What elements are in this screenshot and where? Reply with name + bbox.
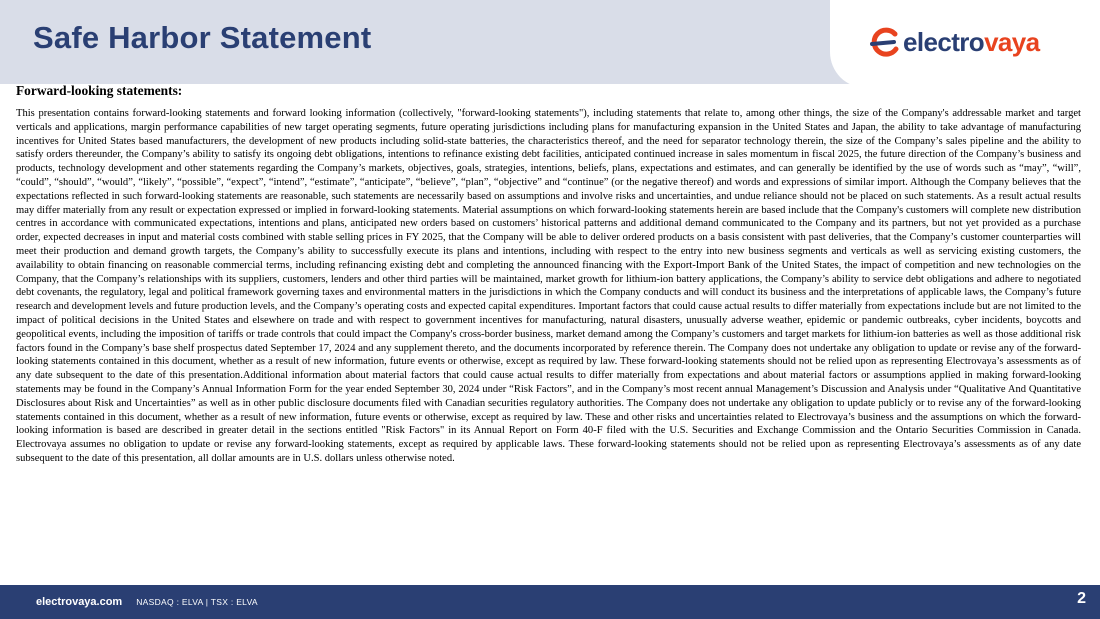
statement-content: [16, 82, 1081, 466]
footer-bar: [0, 585, 1100, 619]
logo-text-vaya: vaya: [984, 26, 1040, 57]
footer-website: electrovaya.com: [36, 596, 123, 608]
electrovaya-logo: [868, 22, 1040, 62]
page-number: 2: [1077, 590, 1086, 607]
footer-info: [36, 585, 258, 619]
statement-body: This presentation contains forward-looking statements and forward looking information (collectively, "forward-looking statements"), including statements that relate to, among other things, the size of the Company's addressable market and target verticals and applications, margin performance capabilities of new target operating segments, future operating jurisdictions including plans for manufacturing expansion in the United States and Japan, the ability to take advantage of manufacturing incentives for United States based manufacturers, the development of new products including solid-state batteries, the characteristics thereof, and the need for separator technology therein, the size of the Company’s sales pipeline and the ability to satisfy orders thereunder, the Company’s ability to satisfy its ongoing debt obligations, intentions to refinance existing debt facilities, anticipated continued increase in sales momentum in fiscal 2025, the future direction of the Company’s business and products, technology development and other statements regarding the Company’s markets, objectives, goals, strategies, intentions, beliefs, plans, expectations and estimates, and can generally be identified by the use of words such as “may”, “will”, “could”, “should”, “would”, “likely”, “possible”, “expect”, “intend”, “estimate”, “anticipate”, “believe”, “plan”, “objective” and “continue” (or the negative thereof) and words and expressions of similar import. Although the Company believes that the expectations reflected in such forward-looking statements are reasonable, such statements are necessarily based on assumptions and involve risks and uncertainties, and undue reliance should not be placed on such statements. As a result actual results may differ materially from any result or expectation expressed or implied in forward-looking statements. Material assumptions on which forward-looking statements herein are based include that the Company's customers will complete new distribution centres in accordance with communicated expectations, intentions and plans, anticipated new orders based on customers’ historical patterns and additional demand communicated to the Company and its partners, but not yet provided as a purchase order, expected decreases in input and material costs combined with stable selling prices in FY 2025, that the Company will be able to deliver ordered products on a basis consistent with past deliveries, that the Company’s customer counterparties will meet their production and demand growth targets, the Company’s ability to successfully execute its plans and intentions, including with respect to the entry into new business segments and verticals as well as servicing existing customers, the availability to obtain financing on reasonable commercial terms, including refinancing existing debt and completing the announced financing with the Export-Import Bank of the United States, the impact of competition and new technologies on the Company, that the Company’s relationships with its suppliers, customers, lenders and other third parties will be maintained, market growth for lithium-ion battery applications, the Company’s ability to service debt obligations and adhere to negotiated debt covenants, the regulatory, legal and political framework governing taxes and environmental matters in the jurisdictions in which the Company conducts and will conduct its business and the interpretations of applicable laws, the Company’s future research and development levels and future production levels, and the Company’s operating costs and expected capital expenditures. Important factors that could cause actual results to differ materially from expectations include but are not limited to the impact of political decisions in the United States and elsewhere on trade and with respect to government incentives for manufacturing, natural disasters, unusually adverse weather, epidemic or pandemic outbreaks, cyber incidents, boycotts and geopolitical events, including the imposition of tariffs or trade controls that could impact the Company's cross-border business, market demand among the Company’s customers and target markets for lithium-ion batteries as well as those additional risk factors found in the Company’s base shelf prospectus dated September 17, 2024 and any supplement thereto, and the documents incorporated by reference therein. The Company does not undertake any obligation to update or revise any of the forward-looking statements contained in this document, whether as a result of new information, future events or otherwise, except as required by law. These forward-looking statements should not be relied upon as representing Electrovaya’s assessments as of any date subsequent to the date of this presentation.Additional information about material factors that could cause actual results to differ materially from expectations and about material factors or assumptions applied in making forward-looking statements may be found in the Company’s Annual Information Form for the year ended September 30, 2024 under “Risk Factors”, and in the Company’s most recent annual Management’s Discussion and Analysis under “Qualitative And Quantitative Disclosures about Risk and Uncertainties” as well as in other public disclosure documents filed with Canadian securities regulatory authorities. The Company does not undertake any obligation to update publicly or to revise any of the forward-looking statements contained in this document, whether as a result of new information, future events or otherwise, except as required by law. These and other risks and uncertainties related to Electrovaya’s business and the assumptions on which the forward-looking information is based are described in greater detail in the sections entitled "Risk Factors" in its Annual Report on Form 40-F filed with the U.S. Securities and Exchange Commission and the Ontario Securities Commission in Canada. Electrovaya assumes no obligation to update or revise any forward-looking statements, except as required by applicable laws. These forward-looking statements should not be relied upon as representing Electrovaya’s assessments as of any date subsequent to the date of this presentation, all dollar amounts are in U.S. dollars unless otherwise noted.: [16, 108, 1081, 464]
footer-tickers: NASDAQ : ELVA | TSX : ELVA: [136, 597, 258, 607]
logo-panel: [830, 0, 1100, 88]
logo-text-electro: electro: [903, 26, 985, 57]
page-title: Safe Harbor Statement: [33, 20, 372, 55]
section-subheading: Forward-looking statements:: [16, 83, 183, 98]
electrovaya-e-icon: [868, 25, 902, 59]
